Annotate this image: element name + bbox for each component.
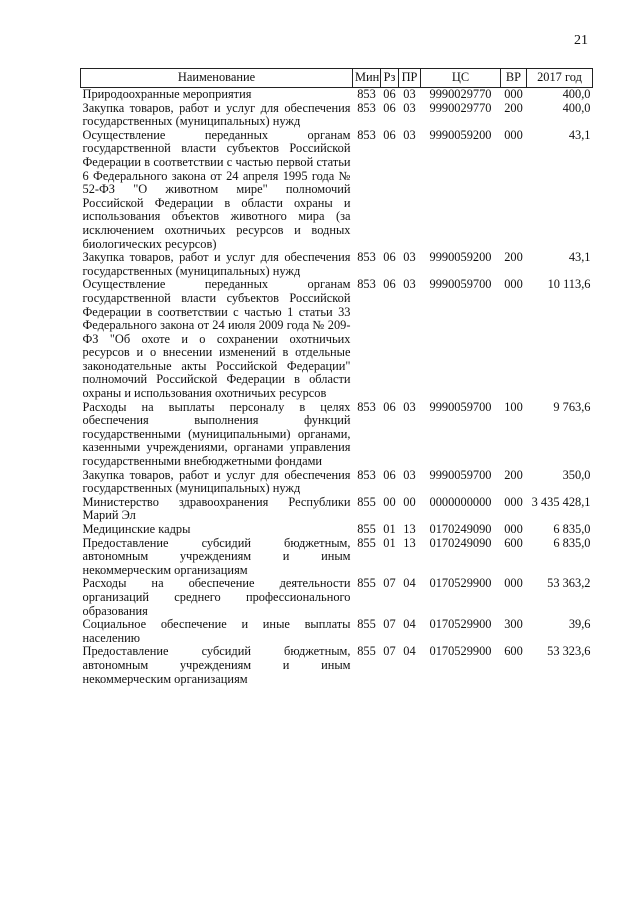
cell-min: 853 bbox=[357, 100, 376, 115]
cell-name: Предоставление субсидий бюджетным, автономным учреждениям и иным некоммерческим организациям bbox=[82, 644, 351, 686]
header-year: 2017 год bbox=[527, 69, 593, 88]
cell-rz: 06 bbox=[383, 87, 396, 101]
cell-min: 855 bbox=[357, 522, 376, 536]
cell-vr: 000 bbox=[504, 576, 523, 591]
header-rz: Рз bbox=[381, 69, 399, 88]
budget-table bbox=[80, 68, 593, 686]
table-row bbox=[81, 645, 593, 686]
cell-pr: 03 bbox=[403, 467, 416, 482]
cell-rz: 06 bbox=[383, 127, 396, 142]
table-row bbox=[81, 496, 593, 523]
cell-vr: 000 bbox=[504, 87, 523, 101]
table-body bbox=[81, 88, 593, 687]
cell-vr: 000 bbox=[504, 494, 523, 509]
cell-name: Расходы на выплаты персоналу в целях обеспечения выполнения функций государственными (муниципальными) органами, казенными учреждениями, органами управления государственными внебюджетными фондами bbox=[82, 399, 351, 469]
header-vr: ВР bbox=[501, 69, 527, 88]
cell-cs: 9990059700 bbox=[429, 467, 492, 482]
cell-cs: 0000000000 bbox=[429, 494, 492, 509]
cell-vr: 000 bbox=[504, 127, 523, 142]
cell-amount: 3 435 428,1 bbox=[531, 494, 591, 509]
table-row bbox=[81, 251, 593, 278]
table-row bbox=[81, 102, 593, 129]
cell-cs: 9990029770 bbox=[429, 87, 492, 101]
cell-amount: 43,1 bbox=[568, 127, 591, 142]
header-min: Мин bbox=[353, 69, 381, 88]
cell-name: Медицинские кадры bbox=[82, 522, 191, 536]
cell-min: 855 bbox=[357, 576, 376, 591]
cell-cs: 0170249090 bbox=[429, 535, 492, 550]
cell-amount: 53 323,6 bbox=[547, 644, 591, 659]
cell-pr: 13 bbox=[403, 535, 416, 550]
cell-cs: 9990029770 bbox=[429, 100, 492, 115]
cell-vr: 300 bbox=[504, 617, 523, 632]
cell-vr: 200 bbox=[504, 467, 523, 482]
header-name: Наименование bbox=[81, 69, 353, 88]
table-row bbox=[81, 618, 593, 645]
table-row bbox=[81, 469, 593, 496]
cell-rz: 00 bbox=[383, 494, 396, 509]
table-row bbox=[81, 537, 593, 578]
table-row bbox=[81, 129, 593, 251]
cell-pr: 03 bbox=[403, 277, 416, 292]
table-row bbox=[81, 278, 593, 400]
cell-vr: 000 bbox=[504, 277, 523, 292]
cell-min: 853 bbox=[357, 87, 376, 101]
cell-name: Осуществление переданных органам государственной власти субъектов Российской Федерации в соответствии с частью первой статьи 6 Федерального закона от 24 апреля 1995 года № 52-ФЗ "О животном мире" полномочий Российской Федерации в области охраны и использования объектов животного мира (за исключением охотничьих ресурсов и водных биологических ресурсов) bbox=[82, 127, 351, 251]
cell-name: Закупка товаров, работ и услуг для обеспечения государственных (муниципальных) нужд bbox=[82, 250, 351, 278]
cell-min: 855 bbox=[357, 644, 376, 659]
cell-amount: 6 835,0 bbox=[553, 522, 591, 536]
cell-cs: 0170529900 bbox=[429, 644, 492, 659]
cell-pr: 03 bbox=[403, 399, 416, 414]
cell-cs: 9990059700 bbox=[429, 277, 492, 292]
cell-cs: 9990059200 bbox=[429, 127, 492, 142]
cell-rz: 07 bbox=[383, 617, 396, 632]
cell-cs: 9990059700 bbox=[429, 399, 492, 414]
cell-name: Расходы на обеспечение деятельности организаций среднего профессионального образования bbox=[82, 576, 351, 618]
cell-name: Предоставление субсидий бюджетным, автономным учреждениям и иным некоммерческим организациям bbox=[82, 535, 351, 577]
cell-amount: 9 763,6 bbox=[553, 399, 591, 414]
cell-min: 853 bbox=[357, 399, 376, 414]
cell-cs: 0170529900 bbox=[429, 576, 492, 591]
page-number: 21 bbox=[574, 33, 588, 48]
table-row bbox=[81, 401, 593, 469]
cell-cs: 9990059200 bbox=[429, 250, 492, 265]
cell-rz: 01 bbox=[383, 535, 396, 550]
cell-amount: 400,0 bbox=[562, 100, 591, 115]
table-header bbox=[81, 69, 593, 88]
cell-vr: 000 bbox=[504, 522, 523, 536]
cell-amount: 400,0 bbox=[562, 87, 591, 101]
cell-name: Закупка товаров, работ и услуг для обеспечения государственных (муниципальных) нужд bbox=[82, 467, 351, 496]
cell-name: Осуществление переданных органам государственной власти субъектов Российской Федерации в соответствии с частью 1 статьи 33 Федерального закона от 24 июля 2009 года № 209-ФЗ "Об охоте и о сохранении охотничьих ресурсов и о внесении изменений в отдельные законодательные акты Российской Федерации" полномочий Российской Федерации в области охраны и использования охотничьих ресурсов bbox=[82, 277, 351, 401]
cell-pr: 13 bbox=[403, 522, 416, 536]
cell-name: Социальное обеспечение и иные выплаты населению bbox=[82, 617, 351, 645]
cell-min: 855 bbox=[357, 535, 376, 550]
cell-pr: 03 bbox=[403, 127, 416, 142]
cell-pr: 03 bbox=[403, 250, 416, 265]
header-cs: ЦС bbox=[421, 69, 501, 88]
table-row bbox=[81, 523, 593, 537]
table-row bbox=[81, 88, 593, 102]
cell-rz: 01 bbox=[383, 522, 396, 536]
cell-rz: 06 bbox=[383, 399, 396, 414]
cell-cs: 0170249090 bbox=[429, 522, 492, 536]
cell-vr: 200 bbox=[504, 100, 523, 115]
cell-rz: 07 bbox=[383, 644, 396, 659]
cell-rz: 07 bbox=[383, 576, 396, 591]
header-pr: ПР bbox=[399, 69, 421, 88]
cell-rz: 06 bbox=[383, 250, 396, 265]
cell-pr: 00 bbox=[403, 494, 416, 509]
cell-cs: 0170529900 bbox=[429, 617, 492, 632]
cell-name: Министерство здравоохранения Республики Марий Эл bbox=[82, 494, 351, 523]
cell-min: 853 bbox=[357, 277, 376, 292]
cell-pr: 04 bbox=[403, 644, 416, 659]
cell-amount: 53 363,2 bbox=[547, 576, 591, 591]
cell-name: Природоохранные мероприятия bbox=[82, 87, 252, 101]
cell-pr: 03 bbox=[403, 87, 416, 101]
cell-min: 855 bbox=[357, 494, 376, 509]
cell-pr: 03 bbox=[403, 100, 416, 115]
cell-rz: 06 bbox=[383, 100, 396, 115]
cell-amount: 39,6 bbox=[568, 617, 591, 632]
table-row bbox=[81, 577, 593, 618]
cell-rz: 06 bbox=[383, 467, 396, 482]
cell-vr: 200 bbox=[504, 250, 523, 265]
cell-vr: 600 bbox=[504, 535, 523, 550]
cell-min: 855 bbox=[357, 617, 376, 632]
cell-vr: 100 bbox=[504, 399, 523, 414]
cell-min: 853 bbox=[357, 127, 376, 142]
cell-vr: 600 bbox=[504, 644, 523, 659]
cell-amount: 350,0 bbox=[562, 467, 591, 482]
cell-amount: 43,1 bbox=[568, 250, 591, 265]
cell-pr: 04 bbox=[403, 617, 416, 632]
cell-pr: 04 bbox=[403, 576, 416, 591]
cell-amount: 6 835,0 bbox=[553, 535, 591, 550]
cell-amount: 10 113,6 bbox=[547, 277, 591, 292]
cell-rz: 06 bbox=[383, 277, 396, 292]
cell-min: 853 bbox=[357, 250, 376, 265]
cell-min: 853 bbox=[357, 467, 376, 482]
cell-name: Закупка товаров, работ и услуг для обеспечения государственных (муниципальных) нужд bbox=[82, 100, 351, 129]
